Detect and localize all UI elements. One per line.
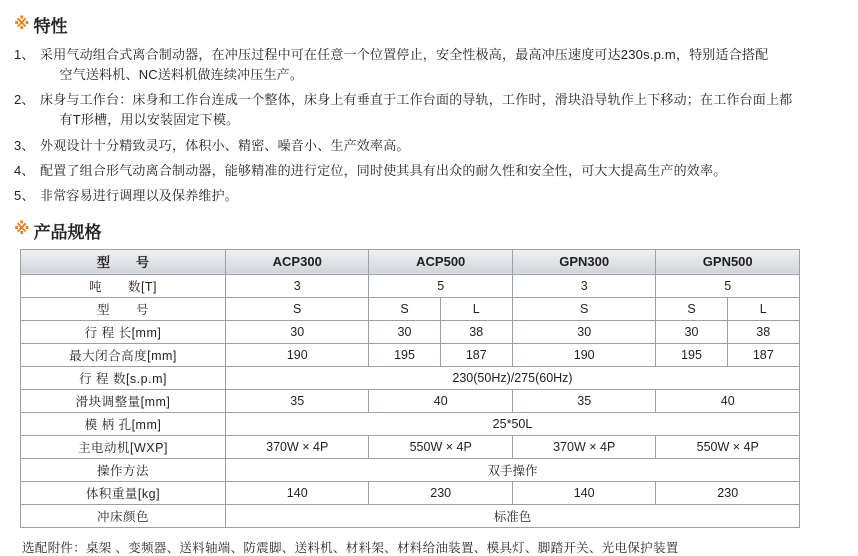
row-label: 冲床颜色 xyxy=(21,504,226,527)
table-row xyxy=(21,504,800,527)
feature-line-1: 非常容易进行调理以及保养维护。 xyxy=(40,187,239,203)
table-row xyxy=(21,412,800,435)
cell: S xyxy=(225,297,368,320)
cell: 195 xyxy=(656,343,727,366)
cell: 30 xyxy=(369,320,440,343)
cell: 230 xyxy=(369,481,513,504)
list-item xyxy=(14,136,844,156)
feature-line-1: 采用气动组合式离合制动器，在冲压过程中可在任意一个位置停止，安全性极高，最高冲压速度可达230s.p.m，特别适合搭配 xyxy=(40,47,769,62)
row-label: 吨 数[T] xyxy=(21,274,226,297)
cell: 38 xyxy=(727,320,799,343)
row-label: 最大闭合高度[mm] xyxy=(21,343,226,366)
header-model-label: 型 号 xyxy=(21,249,226,274)
list-item xyxy=(14,161,844,181)
cell: 370W × 4P xyxy=(225,435,368,458)
cell: 3 xyxy=(225,274,368,297)
feature-text xyxy=(40,186,844,206)
cell: 30 xyxy=(656,320,727,343)
table-row xyxy=(21,366,800,389)
list-item xyxy=(14,90,844,130)
feature-text xyxy=(40,90,844,130)
asterisk-mark-icon: ※ xyxy=(14,15,30,33)
cell: 140 xyxy=(512,481,655,504)
feature-number: 1、 xyxy=(14,47,35,62)
cell: 5 xyxy=(656,274,800,297)
cell: 双手操作 xyxy=(225,458,799,481)
cell: 550W × 4P xyxy=(656,435,800,458)
feature-text xyxy=(40,161,844,181)
cell: 187 xyxy=(727,343,799,366)
row-label: 模 柄 孔[mm] xyxy=(21,412,226,435)
table-row xyxy=(21,297,800,320)
features-list xyxy=(14,45,844,206)
cell: L xyxy=(727,297,799,320)
list-item xyxy=(14,45,844,85)
feature-line-1: 床身与工作台：床身和工作台连成一个整体，床身上有垂直于工作台面的导轨，工作时，滑块沿导轨作上下移动；在工作台面上都 xyxy=(40,92,793,108)
feature-line-1: 外观设计十分精致灵巧，体积小、精密、噪音小、生产效率高。 xyxy=(40,137,410,153)
cell: 38 xyxy=(440,320,512,343)
cell: 230 xyxy=(656,481,800,504)
row-label: 行 程 数[s.p.m] xyxy=(21,366,226,389)
table-row xyxy=(21,458,800,481)
feature-number: 2、 xyxy=(14,92,35,108)
table-row xyxy=(21,274,800,297)
cell: 187 xyxy=(440,343,512,366)
cell: 30 xyxy=(225,320,368,343)
cell: 370W × 4P xyxy=(512,435,655,458)
table-row xyxy=(21,481,800,504)
header-model-gpn300: GPN300 xyxy=(512,249,655,274)
table-row xyxy=(21,435,800,458)
feature-text xyxy=(40,45,844,85)
feature-number: 3、 xyxy=(14,137,35,153)
cell: 550W × 4P xyxy=(369,435,513,458)
feature-line-2: 空气送料机、NC送料机做连续冲压生产。 xyxy=(59,67,304,83)
row-label: 体积重量[kg] xyxy=(21,481,226,504)
cell: S xyxy=(656,297,727,320)
cell: S xyxy=(512,297,655,320)
feature-number: 4、 xyxy=(14,162,35,178)
feature-text xyxy=(40,136,844,156)
header-model-acp500: ACP500 xyxy=(369,249,513,274)
asterisk-mark-icon: ※ xyxy=(14,221,30,239)
row-label: 滑块调整量[mm] xyxy=(21,389,226,412)
row-label: 行 程 长[mm] xyxy=(21,320,226,343)
table-row xyxy=(21,320,800,343)
cell: 195 xyxy=(369,343,440,366)
table-row xyxy=(21,343,800,366)
cell: 35 xyxy=(225,389,368,412)
cell: 140 xyxy=(225,481,368,504)
cell: L xyxy=(440,297,512,320)
optional-accessories-note: 选配附件：桌架 、变频器、送料轴端、防震脚、送料机、材料架、材料给油装置、模具灯、脚踏开关、光电保护装置 xyxy=(22,540,679,555)
row-label: 主电动机[WXP] xyxy=(21,435,226,458)
features-heading xyxy=(14,12,844,37)
features-heading-label: 特性 xyxy=(33,17,68,36)
cell: 30 xyxy=(512,320,655,343)
cell: 3 xyxy=(512,274,655,297)
header-model-acp300: ACP300 xyxy=(225,249,368,274)
cell: 230(50Hz)/275(60Hz) xyxy=(225,366,799,389)
table-header-row xyxy=(21,249,800,274)
spec-heading-label: 产品规格 xyxy=(33,222,102,242)
cell: 190 xyxy=(512,343,655,366)
cell: 5 xyxy=(369,274,513,297)
cell: 40 xyxy=(656,389,800,412)
cell: 190 xyxy=(225,343,368,366)
table-row xyxy=(21,389,800,412)
spec-heading xyxy=(14,218,844,243)
feature-line-2: 有T形槽，用以安装固定下模。 xyxy=(59,112,240,128)
cell: 标准色 xyxy=(225,504,799,527)
cell: 40 xyxy=(369,389,513,412)
feature-number: 5、 xyxy=(14,187,35,203)
row-label: 操作方法 xyxy=(21,458,226,481)
feature-line-1: 配置了组合形气动离合制动器，能够精准的进行定位，同时使其具有出众的耐久性和安全性，可大大提高生产的效率。 xyxy=(40,162,727,178)
row-label: 型 号 xyxy=(21,297,226,320)
header-model-gpn500: GPN500 xyxy=(656,249,800,274)
cell: S xyxy=(369,297,440,320)
cell: 35 xyxy=(512,389,655,412)
cell: 25*50L xyxy=(225,412,799,435)
specification-table xyxy=(20,249,800,528)
list-item xyxy=(14,186,844,206)
